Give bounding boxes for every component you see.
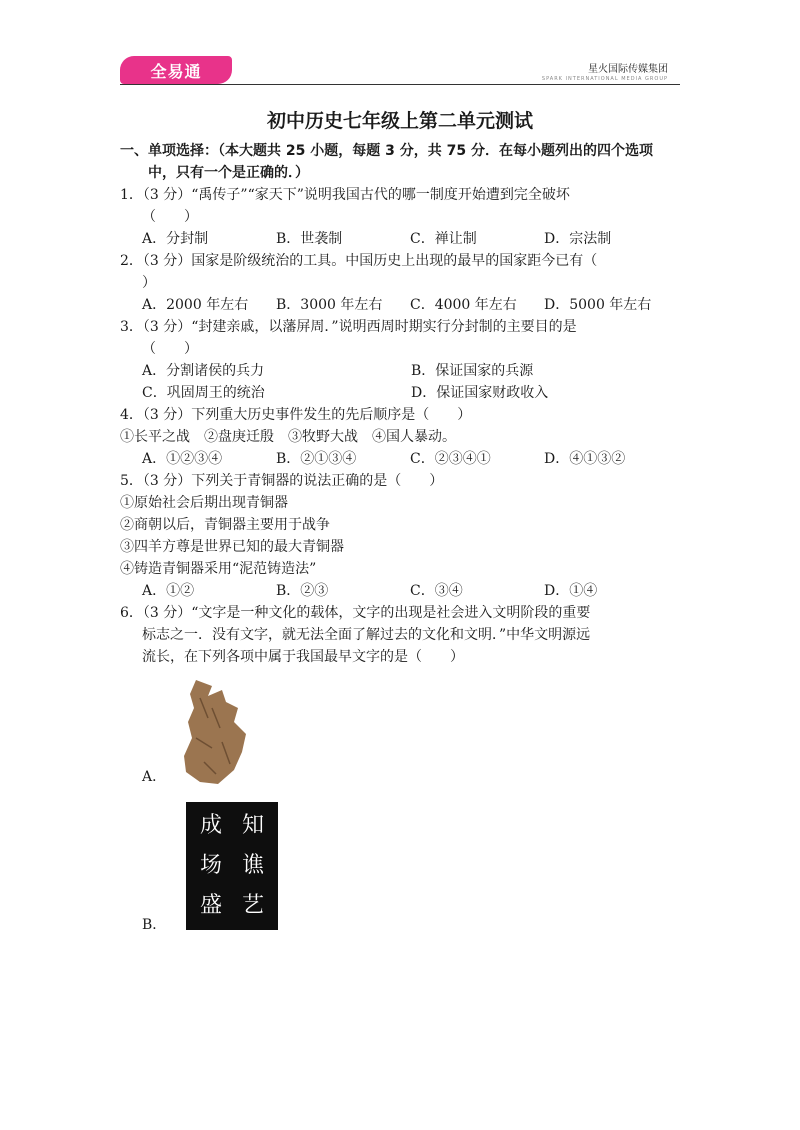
section-heading: 一、单项选择：（本大题共 25 小题，每题 3 分，共 75 分．在每小题列出的四个选项中，只有一个是正确的．） bbox=[120, 143, 653, 181]
q5-statement-1: ①原始社会后期出现青铜器 bbox=[120, 495, 288, 511]
option-b[interactable]: B．②③ bbox=[276, 583, 329, 599]
option-b[interactable]: B．保证国家的兵源 bbox=[411, 363, 534, 379]
q2-options bbox=[120, 294, 680, 316]
q3-cont: （ ） bbox=[142, 341, 198, 357]
q6-option-b[interactable] bbox=[120, 802, 680, 933]
option-d[interactable]: D．④①③② bbox=[544, 451, 626, 467]
q3-stem: 3．（3 分）“封建亲戚，以藩屏周．”说明西周时期实行分封制的主要目的是 bbox=[120, 319, 577, 335]
option-c[interactable]: C．③④ bbox=[410, 583, 463, 599]
option-c[interactable]: C．禅让制 bbox=[410, 231, 477, 247]
brand-subtitle: SPARK INTERNATIONAL MEDIA GROUP bbox=[541, 76, 668, 82]
brand-name bbox=[542, 60, 668, 82]
seal-char: 场 bbox=[199, 853, 222, 878]
q1-options bbox=[120, 228, 680, 250]
option-d[interactable]: D．保证国家财政收入 bbox=[411, 385, 549, 401]
q2-stem: 2．（3 分）国家是阶级统治的工具。中国历史上出现的最早的国家距今已有（ bbox=[120, 253, 598, 269]
page-title: 初中历史七年级上第二单元测试 bbox=[266, 110, 533, 132]
seal-char: 知 bbox=[241, 813, 264, 838]
quanyitong-logo: 全易通 bbox=[120, 56, 232, 84]
seal-char: 成 bbox=[199, 813, 222, 838]
q1-stem: 1．（3 分）“禹传子”“家天下”说明我国古代的哪一制度开始遭到完全破坏 bbox=[120, 187, 570, 203]
q3-options-row1 bbox=[120, 360, 680, 382]
q4-stem: 4．（3 分）下列重大历史事件发生的先后顺序是（ ） bbox=[120, 407, 472, 423]
question-body bbox=[120, 140, 680, 933]
seal-char: 盛 bbox=[199, 893, 222, 918]
q5-statement-3: ③四羊方尊是世界已知的最大青铜器 bbox=[120, 539, 344, 555]
q4-options bbox=[120, 448, 680, 470]
q6-option-a[interactable] bbox=[120, 678, 680, 786]
q5-stem: 5．（3 分）下列关于青铜器的说法正确的是（ ） bbox=[120, 473, 444, 489]
brand-title: 星火国际传媒集团 bbox=[588, 64, 668, 75]
header-divider bbox=[120, 84, 680, 85]
seal-script-image bbox=[186, 802, 278, 930]
q6-line-3: 流长，在下列各项中属于我国最早文字的是（ ） bbox=[142, 649, 464, 665]
q5-statement-2: ②商朝以后，青铜器主要用于战争 bbox=[120, 517, 330, 533]
option-a[interactable]: A．分割诸侯的兵力 bbox=[142, 363, 265, 379]
q5-options bbox=[120, 580, 680, 602]
oracle-bone-image bbox=[182, 678, 250, 786]
option-a[interactable]: A．分封制 bbox=[142, 231, 209, 247]
option-b[interactable]: B．3000 年左右 bbox=[276, 297, 383, 313]
q3-options-row2 bbox=[120, 382, 680, 404]
seal-char: 谯 bbox=[241, 853, 264, 878]
option-d[interactable]: D．5000 年左右 bbox=[544, 297, 652, 313]
option-b-label: B． bbox=[142, 917, 167, 933]
q5-statement-4: ④铸造青铜器采用“泥范铸造法” bbox=[120, 561, 317, 577]
q1-cont: （ ） bbox=[142, 209, 198, 225]
option-b[interactable]: B．②①③④ bbox=[276, 451, 357, 467]
q4-events: ①长平之战 ②盘庚迁殷 ③牧野大战 ④国人暴动。 bbox=[120, 429, 456, 445]
q6-stem: 6．（3 分）“文字是一种文化的载体，文字的出现是社会进入文明阶段的重要 bbox=[120, 605, 591, 621]
option-a[interactable]: A．①② bbox=[142, 583, 195, 599]
q6-line-2: 标志之一．没有文字，就无法全面了解过去的文化和文明．”中华文明源远 bbox=[142, 627, 591, 643]
option-c[interactable]: C．巩固周王的统治 bbox=[142, 385, 265, 401]
seal-char: 艺 bbox=[241, 893, 264, 918]
q2-cont: ） bbox=[142, 275, 156, 291]
option-a[interactable]: A．①②③④ bbox=[142, 451, 223, 467]
option-c[interactable]: C．4000 年左右 bbox=[410, 297, 517, 313]
option-a-label: A． bbox=[142, 769, 167, 785]
option-d[interactable]: D．①④ bbox=[544, 583, 598, 599]
option-b[interactable]: B．世袭制 bbox=[276, 231, 343, 247]
option-d[interactable]: D．宗法制 bbox=[544, 231, 612, 247]
option-a[interactable]: A．2000 年左右 bbox=[142, 297, 249, 313]
option-c[interactable]: C．②③④① bbox=[410, 451, 491, 467]
